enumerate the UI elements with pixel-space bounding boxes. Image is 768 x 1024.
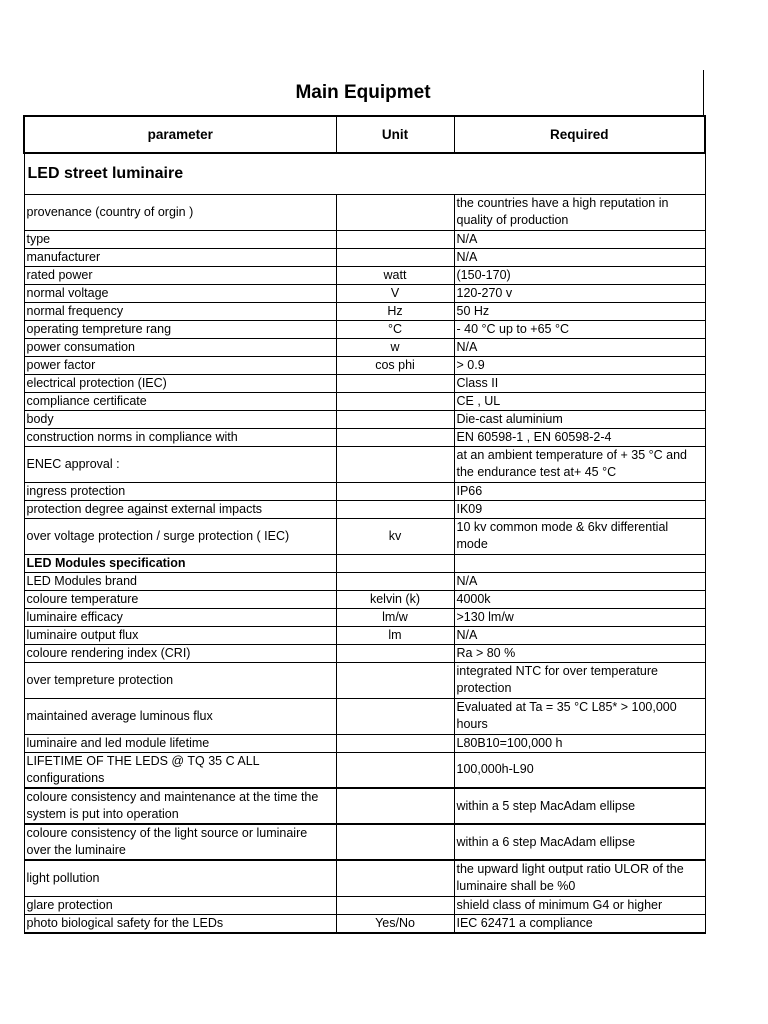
unit-cell [336, 248, 454, 266]
header-required: Required [454, 116, 705, 153]
section-row [24, 153, 705, 194]
unit-cell [336, 554, 454, 572]
table-row [24, 914, 705, 933]
unit-cell: lm/w [336, 608, 454, 626]
required-cell: N/A [454, 572, 705, 590]
table-row [24, 896, 705, 914]
parameter-cell: LED Modules specification [24, 554, 336, 572]
parameter-cell: over tempreture protection [24, 662, 336, 698]
required-cell: IP66 [454, 482, 705, 500]
unit-cell [336, 446, 454, 482]
unit-cell [336, 788, 454, 824]
table-row [24, 248, 705, 266]
unit-cell: kv [336, 518, 454, 554]
unit-cell [336, 410, 454, 428]
required-cell: EN 60598-1 , EN 60598-2-4 [454, 428, 705, 446]
table-row [24, 482, 705, 500]
parameter-cell: manufacturer [24, 248, 336, 266]
unit-cell: V [336, 284, 454, 302]
table-row [24, 284, 705, 302]
table-row [24, 698, 705, 734]
parameter-cell: coloure temperature [24, 590, 336, 608]
unit-cell [336, 392, 454, 410]
table-row [24, 266, 705, 284]
unit-cell: °C [336, 320, 454, 338]
table-row [24, 428, 705, 446]
required-cell: integrated NTC for over temperature protection [454, 662, 705, 698]
required-cell: within a 5 step MacAdam ellipse [454, 788, 705, 824]
required-cell: 100,000h-L90 [454, 752, 705, 788]
table-row [24, 824, 705, 860]
unit-cell: lm [336, 626, 454, 644]
unit-cell [336, 428, 454, 446]
table-row [24, 590, 705, 608]
unit-cell [336, 482, 454, 500]
unit-cell [336, 572, 454, 590]
table-row [24, 500, 705, 518]
required-cell: Die-cast aluminium [454, 410, 705, 428]
table-row [24, 320, 705, 338]
parameter-cell: type [24, 230, 336, 248]
required-cell: at an ambient temperature of + 35 °C and the endurance test at+ 45 °C [454, 446, 705, 482]
table-row [24, 374, 705, 392]
required-cell: CE , UL [454, 392, 705, 410]
table-row [24, 788, 705, 824]
unit-cell [336, 698, 454, 734]
table-row [24, 446, 705, 482]
table-row [24, 662, 705, 698]
required-cell: - 40 °C up to +65 °C [454, 320, 705, 338]
header-row [24, 116, 705, 153]
required-cell: the upward light output ratio ULOR of the luminaire shall be %0 [454, 860, 705, 896]
table-row [24, 860, 705, 896]
required-cell: 120-270 v [454, 284, 705, 302]
parameter-cell: operating tempreture rang [24, 320, 336, 338]
unit-cell: cos phi [336, 356, 454, 374]
unit-cell [336, 662, 454, 698]
parameter-cell: power consumation [24, 338, 336, 356]
required-cell: Class II [454, 374, 705, 392]
header-unit: Unit [336, 116, 454, 153]
unit-cell [336, 194, 454, 230]
parameter-cell: body [24, 410, 336, 428]
table-row [24, 356, 705, 374]
parameter-cell: luminaire efficacy [24, 608, 336, 626]
parameter-cell: power factor [24, 356, 336, 374]
parameter-cell: protection degree against external impacts [24, 500, 336, 518]
required-cell: > 0.9 [454, 356, 705, 374]
parameter-cell: photo biological safety for the LEDs [24, 914, 336, 933]
required-cell: 4000k [454, 590, 705, 608]
header-parameter: parameter [24, 116, 336, 153]
table-row [24, 338, 705, 356]
parameter-cell: coloure consistency of the light source or luminaire over the luminaire [24, 824, 336, 860]
table-row [24, 752, 705, 788]
unit-cell [336, 734, 454, 752]
required-cell: L80B10=100,000 h [454, 734, 705, 752]
unit-cell [336, 500, 454, 518]
spec-table [23, 115, 706, 934]
parameter-cell: normal voltage [24, 284, 336, 302]
table-row [24, 572, 705, 590]
table-row [24, 626, 705, 644]
parameter-cell: maintained average luminous flux [24, 698, 336, 734]
required-cell: N/A [454, 338, 705, 356]
parameter-cell: LED Modules brand [24, 572, 336, 590]
unit-cell [336, 824, 454, 860]
table-row [24, 302, 705, 320]
page-title: Main Equipmet [295, 81, 431, 103]
parameter-cell: coloure rendering index (CRI) [24, 644, 336, 662]
unit-cell [336, 860, 454, 896]
required-cell: Ra > 80 % [454, 644, 705, 662]
parameter-cell: coloure consistency and maintenance at the time the system is put into operation [24, 788, 336, 824]
required-cell: N/A [454, 248, 705, 266]
parameter-cell: ingress protection [24, 482, 336, 500]
table-row [24, 644, 705, 662]
unit-cell: Hz [336, 302, 454, 320]
required-cell: Evaluated at Ta = 35 °C L85* > 100,000 hours [454, 698, 705, 734]
parameter-cell: glare protection [24, 896, 336, 914]
parameter-cell: compliance certificate [24, 392, 336, 410]
required-cell: (150-170) [454, 266, 705, 284]
unit-cell [336, 896, 454, 914]
table-row [24, 608, 705, 626]
parameter-cell: LIFETIME OF THE LEDS @ TQ 35 C ALL configurations [24, 752, 336, 788]
required-cell: IEC 62471 a compliance [454, 914, 705, 933]
required-cell: N/A [454, 230, 705, 248]
table-row [24, 518, 705, 554]
unit-cell [336, 374, 454, 392]
required-cell: the countries have a high reputation in quality of production [454, 194, 705, 230]
parameter-cell: normal frequency [24, 302, 336, 320]
unit-cell: Yes/No [336, 914, 454, 933]
required-cell: shield class of minimum G4 or higher [454, 896, 705, 914]
unit-cell [336, 752, 454, 788]
parameter-cell: rated power [24, 266, 336, 284]
required-cell: N/A [454, 626, 705, 644]
parameter-cell: construction norms in compliance with [24, 428, 336, 446]
table-row [24, 734, 705, 752]
unit-cell: kelvin (k) [336, 590, 454, 608]
required-cell [454, 554, 705, 572]
parameter-cell: over voltage protection / surge protection ( IEC) [24, 518, 336, 554]
parameter-cell: luminaire and led module lifetime [24, 734, 336, 752]
parameter-cell: ENEC approval : [24, 446, 336, 482]
table-row [24, 194, 705, 230]
required-cell: >130 lm/w [454, 608, 705, 626]
section-title: LED street luminaire [24, 153, 705, 194]
unit-cell [336, 644, 454, 662]
parameter-cell: provenance (country of orgin ) [24, 194, 336, 230]
unit-cell: watt [336, 266, 454, 284]
unit-cell: w [336, 338, 454, 356]
table-row [24, 392, 705, 410]
required-cell: 10 kv common mode & 6kv differential mode [454, 518, 705, 554]
spec-sheet [23, 70, 704, 934]
parameter-cell: light pollution [24, 860, 336, 896]
parameter-cell: luminaire output flux [24, 626, 336, 644]
table-row [24, 410, 705, 428]
parameter-cell: electrical protection (IEC) [24, 374, 336, 392]
subsection-row [24, 554, 705, 572]
unit-cell [336, 230, 454, 248]
title-row [23, 70, 704, 115]
required-cell: 50 Hz [454, 302, 705, 320]
table-row [24, 230, 705, 248]
required-cell: IK09 [454, 500, 705, 518]
required-cell: within a 6 step MacAdam ellipse [454, 824, 705, 860]
